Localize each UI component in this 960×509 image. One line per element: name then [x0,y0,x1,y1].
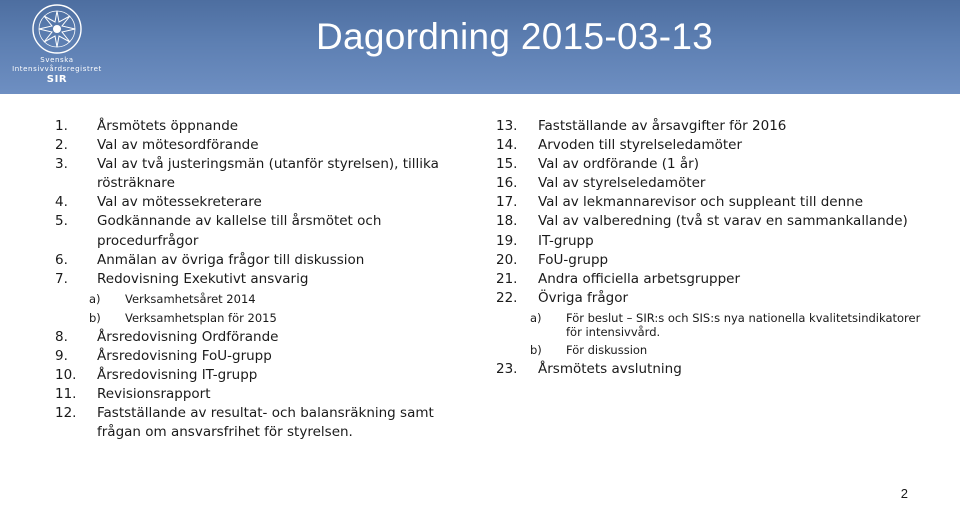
agenda-item [496,289,936,308]
agenda-item-number: 12. [55,405,77,422]
agenda-item [496,212,936,231]
agenda-item-text: Anmälan av övriga frågor till diskussion [97,251,365,268]
page-number: 2 [900,486,908,501]
agenda-item-text: Årsmötets öppnande [97,118,239,134]
logo-text-sir: SIR [46,74,68,85]
agenda-item-text: Övriga frågor [538,289,629,306]
agenda-item-number: 10. [55,367,77,384]
agenda-right-column [496,117,936,380]
agenda-item-number: 8. [55,328,68,345]
sir-logo [8,2,106,90]
agenda-item-number: 16. [496,175,518,192]
agenda-item-text: Fastställande av resultat- och balansräkning samt frågan om ansvarsfrihet för styrelsen. [97,405,434,441]
agenda-item [496,251,936,270]
agenda-item-number: 15. [496,156,518,173]
agenda-item [496,360,936,379]
agenda-item [55,385,475,404]
agenda-item-text: Val av ordförande (1 år) [538,156,699,173]
agenda-item-number: 19. [496,232,518,249]
agenda-item-text: Årsredovisning Ordförande [97,328,279,345]
agenda-item [55,136,475,155]
agenda-item [496,174,936,193]
title-banner [0,0,960,94]
agenda-item-text: Andra officiella arbetsgrupper [538,270,741,287]
agenda-subitem [55,290,475,308]
agenda-item-number: 17. [496,194,518,211]
agenda-item-number: 22. [496,289,518,306]
agenda-item-number: 13. [496,118,518,134]
agenda-item-text: Val av mötesordförande [97,137,259,154]
agenda-item [55,117,475,136]
agenda-item [55,328,475,347]
agenda-item [55,251,475,270]
agenda-item-number: 3. [55,156,68,173]
agenda-item-number: 11. [55,386,77,403]
agenda-subitem-letter: a) [530,310,542,325]
agenda-item-text: Arvoden till styrelseledamöter [538,137,743,154]
agenda-item-text: Revisionsrapport [97,386,211,403]
agenda-item [55,270,475,289]
agenda-item [496,136,936,155]
agenda-subitem-text: För diskussion [566,342,648,357]
agenda-item [496,193,936,212]
agenda-subitem [496,311,936,340]
agenda-item [496,155,936,174]
agenda-subitem-letter: b) [89,310,101,325]
agenda-item-number: 2. [55,137,68,154]
agenda-subitem [496,343,936,358]
agenda-item-number: 18. [496,213,518,230]
page-title: Dagordning 2015-03-13 [316,16,714,57]
agenda-item-number: 21. [496,270,518,287]
agenda-item-number: 9. [55,347,68,364]
agenda-left-column [55,117,475,442]
agenda-item-text: Val av styrelseledamöter [538,175,706,192]
agenda-subitem [55,309,475,327]
agenda-item [55,366,475,385]
agenda-item [55,212,475,250]
agenda-item [496,232,936,251]
agenda-subitem-letter: b) [530,342,542,357]
agenda-item-number: 1. [55,118,68,134]
agenda-item-text: Val av valberedning (två st varav en sammankallande) [538,213,908,230]
agenda-item-number: 20. [496,251,518,268]
agenda-item-text: Redovisning Exekutivt ansvarig [97,270,309,287]
agenda-item-number: 4. [55,194,68,211]
agenda-item-number: 23. [496,361,518,378]
agenda-item [55,155,475,193]
logo-text-registry: Intensivvårdsregistret [12,65,102,73]
agenda-item [55,404,475,442]
agenda-item-text: FoU-grupp [538,251,609,268]
agenda-item [496,117,936,136]
agenda-item-text: Årsredovisning FoU-grupp [97,347,272,364]
agenda-item-text: Årsmötets avslutning [538,361,682,378]
agenda-subitem-text: För beslut – SIR:s och SIS:s nya nationella kvalitetsindikatorer för intensivvård. [566,310,921,340]
agenda-subitem-text: Verksamhetsplan för 2015 [125,310,277,325]
agenda-item-number: 7. [55,270,68,287]
agenda-item-text: Fastställande av årsavgifter för 2016 [538,118,787,134]
agenda-item-text: Val av mötessekreterare [97,194,262,211]
logo-text-svenska: Svenska [40,56,74,64]
agenda-item [55,193,475,212]
agenda-item-text: Godkännande av kallelse till årsmötet och procedurfrågor [97,213,382,249]
agenda-subitem-text: Verksamhetsåret 2014 [125,291,256,306]
agenda-item-number: 5. [55,213,68,230]
agenda-subitem-letter: a) [89,291,101,306]
agenda-item-number: 14. [496,137,518,154]
agenda-item-number: 6. [55,251,68,268]
agenda-item-text: Årsredovisning IT-grupp [97,367,258,384]
agenda-item-text: Val av lekmannarevisor och suppleant till denne [538,194,864,211]
agenda-item [55,347,475,366]
agenda-item-text: Val av två justeringsmän (utanför styrelsen), tillika rösträknare [97,156,439,192]
agenda-item [496,270,936,289]
sir-emblem-icon [30,2,84,56]
agenda-item-text: IT-grupp [538,232,594,249]
